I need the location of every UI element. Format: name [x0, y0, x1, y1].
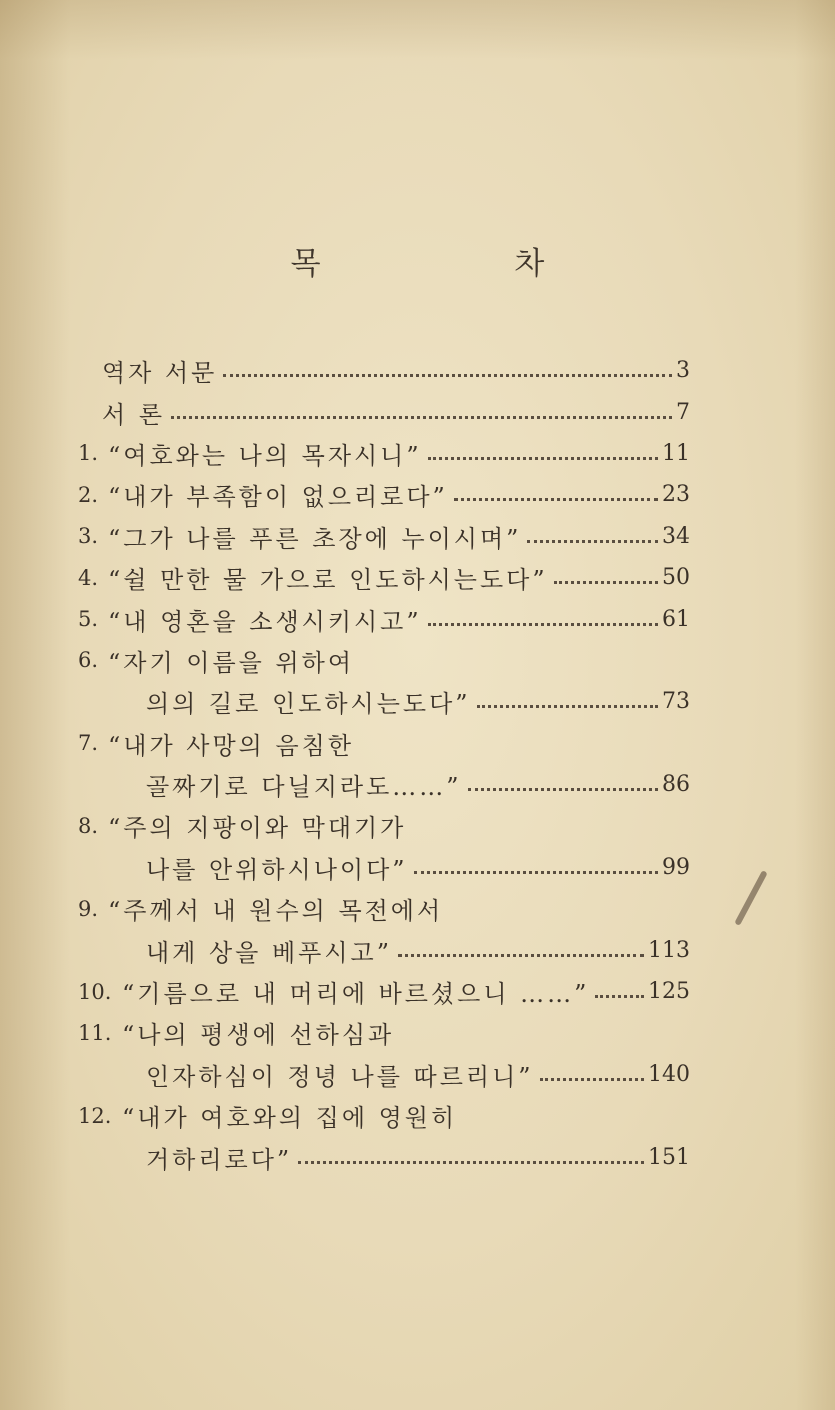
dot-leader [298, 1161, 644, 1164]
toc-entry-number: 7. [78, 731, 99, 756]
toc-entry-page: 151 [648, 1144, 690, 1170]
toc-entry [78, 971, 690, 1012]
toc-entry-title-cont: 내게 상을 베푸시고” [146, 938, 392, 967]
toc-entry-page: 61 [662, 606, 690, 632]
dot-leader [527, 540, 658, 543]
toc-entry-title-cont: 의의 길로 인도하시는도다” [146, 690, 471, 719]
toc-entry [78, 1012, 690, 1053]
toc-entry-page: 99 [662, 854, 690, 880]
toc-entry-title: “주께서 내 원수의 목전에서 [108, 897, 444, 926]
toc-entry-number: 9. [78, 896, 99, 921]
dot-leader [414, 871, 658, 874]
toc-entry-title: “쉴 만한 물 가으로 인도하시는도다” [108, 566, 548, 595]
toc-entry-title-cont: 거하리로다” [146, 1145, 293, 1174]
dot-leader [398, 954, 644, 957]
toc-entry-title: 역자 서문 [102, 359, 218, 388]
toc-entry-title: “그가 나를 푸른 초장에 누이시며” [108, 524, 522, 553]
toc-entry-number: 5. [78, 607, 99, 632]
toc-entry-page: 11 [662, 440, 690, 466]
toc-entry-title-cont: 인자하심이 정녕 나를 따르리니” [146, 1062, 534, 1091]
page-shadow-top [0, 0, 835, 60]
dot-leader [554, 581, 658, 584]
toc-entry-number: 3. [78, 524, 99, 549]
toc-entry-number: 4. [78, 565, 99, 590]
toc-entry-number: 1. [78, 441, 99, 466]
toc-entry [78, 723, 690, 764]
dot-leader [454, 498, 658, 501]
dot-leader [477, 705, 658, 708]
table-of-contents [78, 350, 690, 1178]
toc-entry-number: 12. [78, 1103, 112, 1128]
toc-entry [78, 433, 690, 474]
toc-entry-continuation [78, 847, 690, 888]
toc-entry-title: “자기 이름을 위하여 [108, 648, 354, 677]
dot-leader [171, 416, 672, 419]
toc-entry [78, 805, 690, 846]
toc-entry-page: 23 [662, 482, 690, 508]
toc-entry-title: “내가 여호와의 집에 영원히 [122, 1104, 458, 1133]
toc-entry-title: “내가 사망의 음침한 [108, 731, 354, 760]
toc-entry [78, 474, 690, 515]
toc-entry-page: 50 [662, 565, 690, 591]
toc-entry-continuation [78, 1136, 690, 1177]
toc-entry-title-cont: 골짜기로 다닐지라도……” [146, 773, 462, 802]
toc-entry-number: 11. [78, 1020, 112, 1045]
toc-entry-title: “기름으로 내 머리에 바르셨으니 ……” [122, 980, 590, 1009]
toc-entry-title: “여호와는 나의 목자시니” [108, 441, 422, 470]
toc-entry [78, 888, 690, 929]
toc-entry [78, 391, 690, 432]
toc-entry [78, 557, 690, 598]
toc-entry-continuation [78, 929, 690, 970]
dot-leader [540, 1078, 644, 1081]
toc-entry [78, 640, 690, 681]
toc-entry-number: 2. [78, 482, 99, 507]
toc-entry-continuation [78, 1054, 690, 1095]
pencil-mark [734, 870, 767, 926]
toc-entry-title: “내 영혼을 소생시키시고” [108, 607, 422, 636]
toc-entry [78, 350, 690, 391]
toc-entry-page: 125 [648, 979, 690, 1005]
toc-entry-page: 34 [662, 523, 690, 549]
toc-entry-title: “내가 부족함이 없으리로다” [108, 483, 448, 512]
toc-entry-page: 3 [676, 358, 690, 384]
toc-entry-title: “나의 평생에 선하심과 [122, 1021, 395, 1050]
toc-entry-page: 140 [648, 1061, 690, 1087]
toc-entry-page: 86 [662, 772, 690, 798]
toc-entry-continuation [78, 764, 690, 805]
toc-entry-page: 7 [676, 399, 690, 425]
dot-leader [595, 995, 644, 998]
toc-entry-title-cont: 나를 안위하시나이다” [146, 855, 408, 884]
dot-leader [468, 788, 658, 791]
toc-entry-page: 73 [662, 689, 690, 715]
page-shadow-right [795, 0, 835, 1410]
toc-entry-page: 113 [648, 937, 690, 963]
toc-entry-title: 서 론 [102, 400, 165, 429]
toc-entry-title: “주의 지팡이와 막대기가 [108, 814, 407, 843]
toc-entry-number: 10. [78, 979, 112, 1004]
page-shadow-left [0, 0, 70, 1410]
toc-entry [78, 598, 690, 639]
page-title: 목 차 [290, 246, 637, 282]
dot-leader [428, 457, 658, 460]
toc-entry [78, 1095, 690, 1136]
dot-leader [223, 374, 672, 377]
toc-entry-number: 6. [78, 648, 99, 673]
toc-entry-number: 8. [78, 813, 99, 838]
toc-entry-continuation [78, 681, 690, 722]
toc-entry [78, 516, 690, 557]
dot-leader [428, 623, 658, 626]
